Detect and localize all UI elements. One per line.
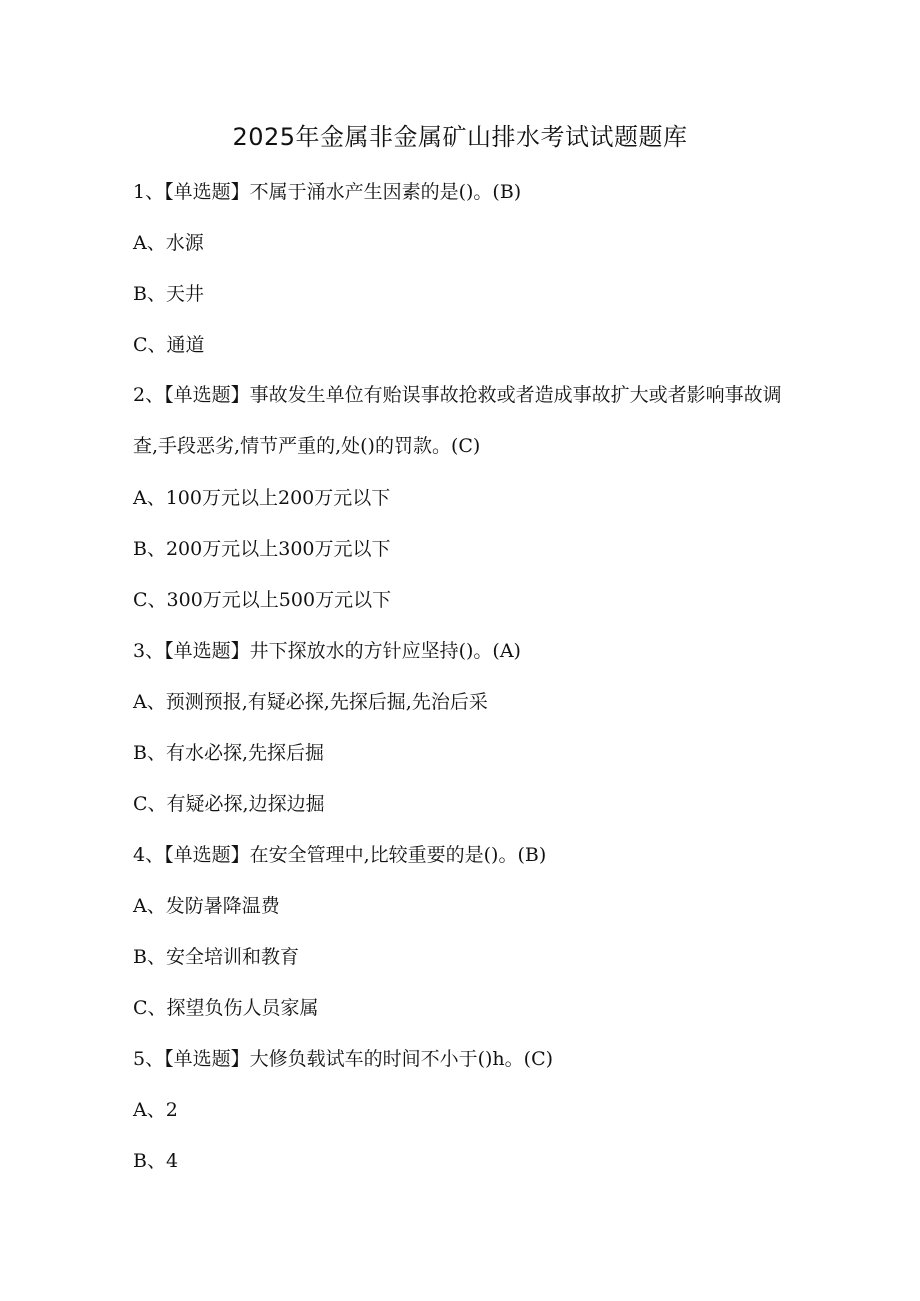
question-3-stem: 3、【单选题】井下探放水的方针应坚持()。(A) xyxy=(133,640,521,662)
question-2-option-c: C、300万元以上500万元以下 xyxy=(133,589,392,611)
question-2-option-a: A、100万元以上200万元以下 xyxy=(133,487,391,509)
question-1-option-b: B、天井 xyxy=(133,283,204,305)
question-list xyxy=(133,176,793,1196)
question-5-option-b: B、4 xyxy=(133,1150,179,1172)
question-1-option-a: A、水源 xyxy=(133,232,204,254)
question-2-stem: 2、【单选题】事故发生单位有贻误事故抢救或者造成事故扩大或者影响事故调查,手段恶劣,情节严重的,处()的罚款。(C) xyxy=(133,384,782,457)
question-1-option-c: C、通道 xyxy=(133,334,205,356)
question-4-option-a: A、发防暑降温费 xyxy=(133,895,280,917)
document-title: 2025年金属非金属矿山排水考试试题题库 xyxy=(232,123,688,151)
question-4-option-c: C、探望负伤人员家属 xyxy=(133,997,319,1019)
question-2-option-b: B、200万元以上300万元以下 xyxy=(133,538,391,560)
question-5-option-a: A、2 xyxy=(133,1099,178,1121)
question-3-option-b: B、有水必探,先探后掘 xyxy=(133,742,325,764)
question-3-option-c: C、有疑必探,边探边掘 xyxy=(133,793,325,815)
question-4-option-b: B、安全培训和教育 xyxy=(133,946,299,968)
question-5-stem: 5、【单选题】大修负载试车的时间不小于()h。(C) xyxy=(133,1048,554,1070)
question-3-option-a: A、预测预报,有疑必探,先探后掘,先治后采 xyxy=(133,691,488,713)
question-4-stem: 4、【单选题】在安全管理中,比较重要的是()。(B) xyxy=(133,844,547,866)
question-1-stem: 1、【单选题】不属于涌水产生因素的是()。(B) xyxy=(133,181,522,203)
